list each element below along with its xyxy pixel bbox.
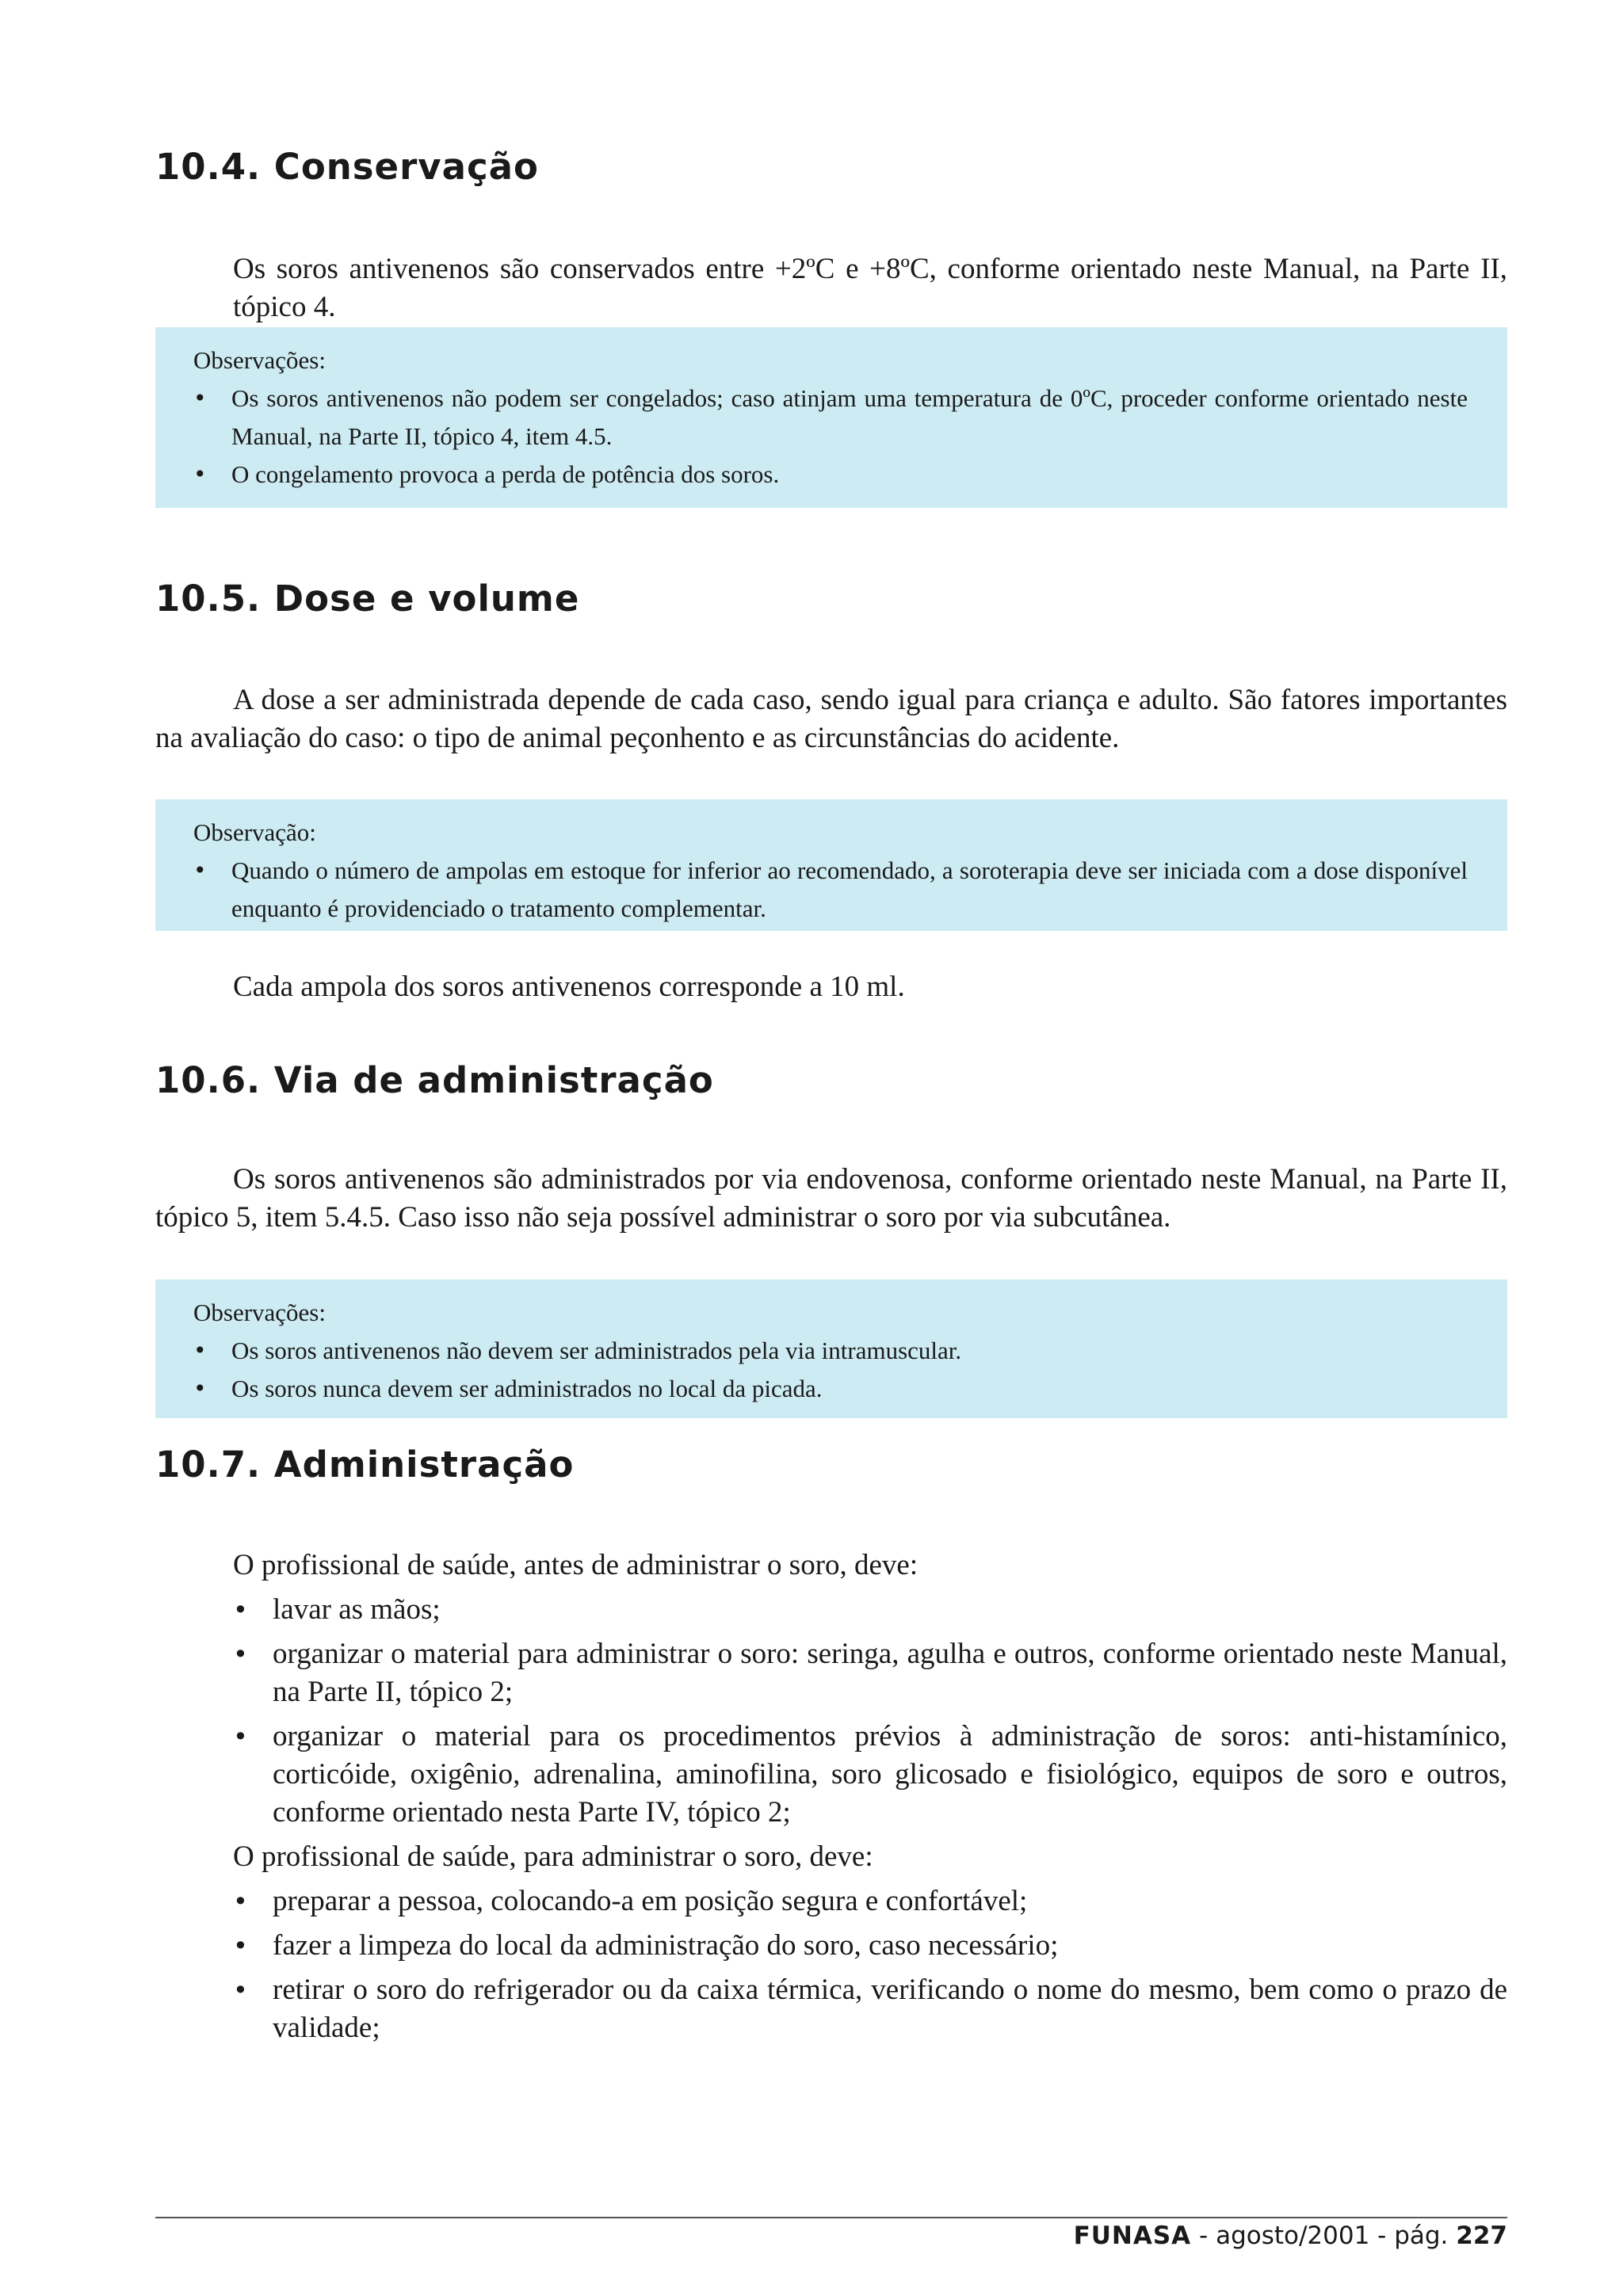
section-heading-10-5: 10.5. Dose e volume <box>155 578 580 620</box>
bullet-icon: • <box>193 857 207 883</box>
observation-item: • O congelamento provoca a perda de potência dos soros. <box>193 456 1468 494</box>
list-item: • preparar a pessoa, colocando-a em posição segura e confortável; <box>233 1882 1507 1920</box>
observation-box-via <box>155 1280 1507 1418</box>
paragraph-dose-volume: A dose a ser administrada depende de cada caso, sendo igual para criança e adulto. São fatores importantes na avaliação do caso: o tipo de animal peçonhento e as circunstâncias do acidente. <box>155 684 1507 754</box>
observation-list <box>193 852 1468 928</box>
bullet-icon: • <box>233 1931 248 1961</box>
observation-title: Observações: <box>193 1299 326 1326</box>
list-item: • organizar o material para administrar o soro: seringa, agulha e outros, conforme orientado neste Manual, na Parte II, tópico 2; <box>233 1635 1507 1711</box>
bullet-icon: • <box>233 1595 248 1625</box>
footer-date: - agosto/2001 - pág. <box>1191 2222 1457 2250</box>
observation-item: • Os soros antivenenos não devem ser administrados pela via intramuscular. <box>193 1332 1468 1370</box>
section-heading-10-6: 10.6. Via de administração <box>155 1059 714 1101</box>
observation-title: Observações: <box>193 346 326 374</box>
paragraph-ampola: Cada ampola dos soros antivenenos corresponde a 10 ml. <box>233 971 905 1003</box>
paragraph-via-administracao: Os soros antivenenos são administrados por via endovenosa, conforme orientado neste Manual, na Parte II, tópico 5, item 5.4.5. Caso isso não seja possível administrar o soro por via subcutânea. <box>155 1163 1507 1234</box>
list-lead-during: O profissional de saúde, para administrar o soro, deve: <box>233 1840 873 1873</box>
list-item: • retirar o soro do refrigerador ou da caixa térmica, verificando o nome do mesmo, bem como o prazo de validade; <box>233 1971 1507 2047</box>
observation-box-dose <box>155 799 1507 931</box>
list-item: • fazer a limpeza do local da administração do soro, caso necessário; <box>233 1927 1507 1965</box>
bullet-icon: • <box>233 1886 248 1917</box>
page-footer <box>1074 2222 1507 2250</box>
bullet-icon: • <box>193 1375 207 1402</box>
bullet-icon: • <box>233 1722 248 1752</box>
bullet-icon: • <box>233 1975 248 2005</box>
observation-item: • Quando o número de ampolas em estoque for inferior ao recomendado, a soroterapia deve ser iniciada com a dose disponível enquanto é providenciado o tratamento complementar. <box>193 852 1468 928</box>
administration-steps <box>233 1547 1507 2054</box>
footer-divider <box>155 2217 1507 2218</box>
observation-list <box>193 379 1468 494</box>
section-heading-10-7: 10.7. Administração <box>155 1444 575 1486</box>
observation-item: • Os soros antivenenos não podem ser congelados; caso atinjam uma temperatura de 0ºC, proceder conforme orientado neste Manual, na Parte II, tópico 4, item 4.5. <box>193 379 1468 456</box>
observation-item: • Os soros nunca devem ser administrados no local da picada. <box>193 1370 1468 1408</box>
list-lead-before: O profissional de saúde, antes de administrar o soro, deve: <box>233 1549 918 1581</box>
paragraph-conservacao: Os soros antivenenos são conservados entre +2ºC e +8ºC, conforme orientado neste Manual, na Parte II, tópico 4. <box>233 253 1507 323</box>
footer-org: FUNASA <box>1073 2222 1192 2250</box>
section-heading-10-4: 10.4. Conservação <box>155 146 539 188</box>
bullet-icon: • <box>193 1337 207 1363</box>
observation-title: Observação: <box>193 818 316 846</box>
page-number: 227 <box>1456 2222 1507 2250</box>
list-item: • organizar o material para os procedimentos prévios à administração de soros: anti-histamínico, corticóide, oxigênio, adrenalina, aminofilina, soro glicosado e fisiológico, equipos de soro e outros, conforme orientado nesta Parte IV, tópico 2; <box>233 1718 1507 1832</box>
observation-box-conservacao <box>155 327 1507 508</box>
bullet-icon: • <box>193 385 207 411</box>
list-item: • lavar as mãos; <box>233 1591 1507 1629</box>
steps-during-list <box>233 1882 1507 2047</box>
observation-list <box>193 1332 1468 1408</box>
bullet-icon: • <box>193 461 207 487</box>
steps-before-list <box>233 1591 1507 1832</box>
bullet-icon: • <box>233 1639 248 1669</box>
